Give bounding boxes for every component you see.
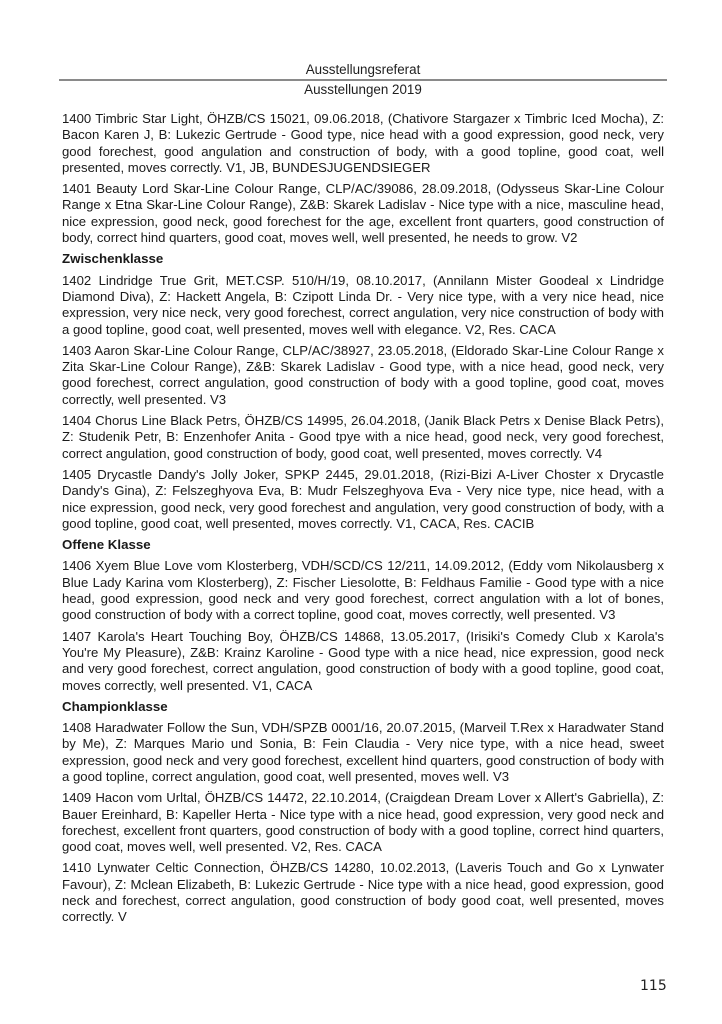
entry-1404: 1404 Chorus Line Black Petrs, ÖHZB/CS 14995, 26.04.2018, (Janik Black Petrs x Denise Black Petrs), Z: Studenik Petr, B: Enzenhofer Anita - Good tpye with a nice head, good neck, very good forechest, correct angulation, good construction of body, good coat, well presented, moves correctly. V4 [62,413,664,461]
entry-1401: 1401 Beauty Lord Skar-Line Colour Range, CLP/AC/39086, 28.09.2018, (Odysseus Skar-Line Colour Range x Etna Skar-Line Colour Range), Z&B: Skarek Ladislav - Nice type with a nice, masculine head, nice expression, good neck, good forechest for the age, excellent front quarters, good construction of body, correct hind quarters, good coat, moves well, well presented, he needs to grow. V2 [62,181,664,246]
entry-1410: 1410 Lynwater Celtic Connection, ÖHZB/CS 14280, 10.02.2013, (Laveris Touch and Go x Lynwater Favour), Z: Mclean Elizabeth, B: Lukezic Gertrude - Nice type with a nice head, good expression, good neck and forechest, correct angulation, good construction of body good coat, well presented, moves correctly. V [62,860,664,925]
entry-1409: 1409 Hacon vom Urltal, ÖHZB/CS 14472, 22.10.2014, (Craigdean Dream Lover x Allert's Gabriella), Z: Bauer Ereinhard, B: Kapeller Herta - Nice type with a nice head, good expression, very good neck and forechest, excellent front quarters, good construction of body with a good topline, correct hind quarters, good coat, moves well, well presented. V2, Res. CACA [62,790,664,855]
section-heading-offene-klasse: Offene Klasse [62,537,151,553]
entry-1408: 1408 Haradwater Follow the Sun, VDH/SPZB 0001/16, 20.07.2015, (Marveil T.Rex x Haradwater Stand by Me), Z: Marques Mario und Sonia, B: Fein Claudia - Very nice type, with a nice head, sweet expression, good neck and very good forechest, excellent hind quarters, good construction of body with a good topline, correct angulation, good coat, well presented, moves well. V3 [62,720,664,784]
entry-1403: 1403 Aaron Skar-Line Colour Range, CLP/AC/38927, 23.05.2018, (Eldorado Skar-Line Colour Range x Zita Skar-Line Colour Range), Z&B: Skarek Ladislav - Good type, with a nice head, good neck, very good forechest, correct angulation, good construction of body with a good topline, good coat, moves correctly, well presented. V3 [62,342,664,407]
entry-1402: 1402 Lindridge True Grit, MET.CSP. 510/H/19, 08.10.2017, (Annilann Mister Goodeal x Lindridge Diamond Diva), Z: Hackett Angela, B: Czipott Linda Dr. - Very nice type, with a very nice head, nice expression, very nice neck, very good forechest, correct angulation, very nice construction of body with a good topline, good coat, well presented, moves well with elegance. V2, Res. CACA [62,272,664,337]
document-body [62,111,664,931]
entry-1400: 1400 Timbric Star Light, ÖHZB/CS 15021, 09.06.2018, (Chativore Stargazer x Timbric Iced Mocha), Z: Bacon Karen J, B: Lukezic Gertrude - Good type, nice head with a good expression, good neck, very good forechest, good angulation and construction of body, with a good topline, good coat, well presented, moves correctly. V1, JB, BUNDESJUGENDSIEGER [62,111,664,175]
header-subtitle: Ausstellungen 2019 [304,82,422,97]
entry-1407: 1407 Karola's Heart Touching Boy, ÖHZB/CS 14868, 13.05.2017, (Irisiki's Comedy Club x Karola's You're My Pleasure), Z&B: Krainz Karoline - Good type with a nice head, nice expression, good neck and very good forechest, correct angulation, good construction of body with a good topline, good coat, moves correctly, well presented. V1, CACA [62,628,664,693]
page-number: 115 [640,978,667,994]
section-heading-zwischenklasse: Zwischenklasse [62,251,164,267]
header-title: Ausstellungsreferat [305,62,421,77]
section-heading-championklasse: Championklasse [62,698,168,714]
entry-1405: 1405 Drycastle Dandy's Jolly Joker, SPKP 2445, 29.01.2018, (Rizi-Bizi A-Liver Choster x Drycastle Dandy's Gina), Z: Felszeghyova Eva, B: Mudr Felszeghyova Eva - Very nice type, nice head, with a nice expression, good neck, very good forechest and angulation, very good construction of body, with a good topline, good coat, well presented, moves correctly. V1, CACA, Res. CACIB [62,466,664,531]
header-rule [59,79,667,81]
entry-1406: 1406 Xyem Blue Love vom Klosterberg, VDH/SCD/CS 12/211, 14.09.2012, (Eddy vom Nikolausberg x Blue Lady Karina vom Klosterberg), Z: Fischer Liesolotte, B: Feldhaus Familie - Good type with a nice head, good expression, good neck and very good forechest, correct angulation with a lot of bones, good construction of body with a correct topline, good coat, moves correctly, well presented. V3 [62,558,664,623]
